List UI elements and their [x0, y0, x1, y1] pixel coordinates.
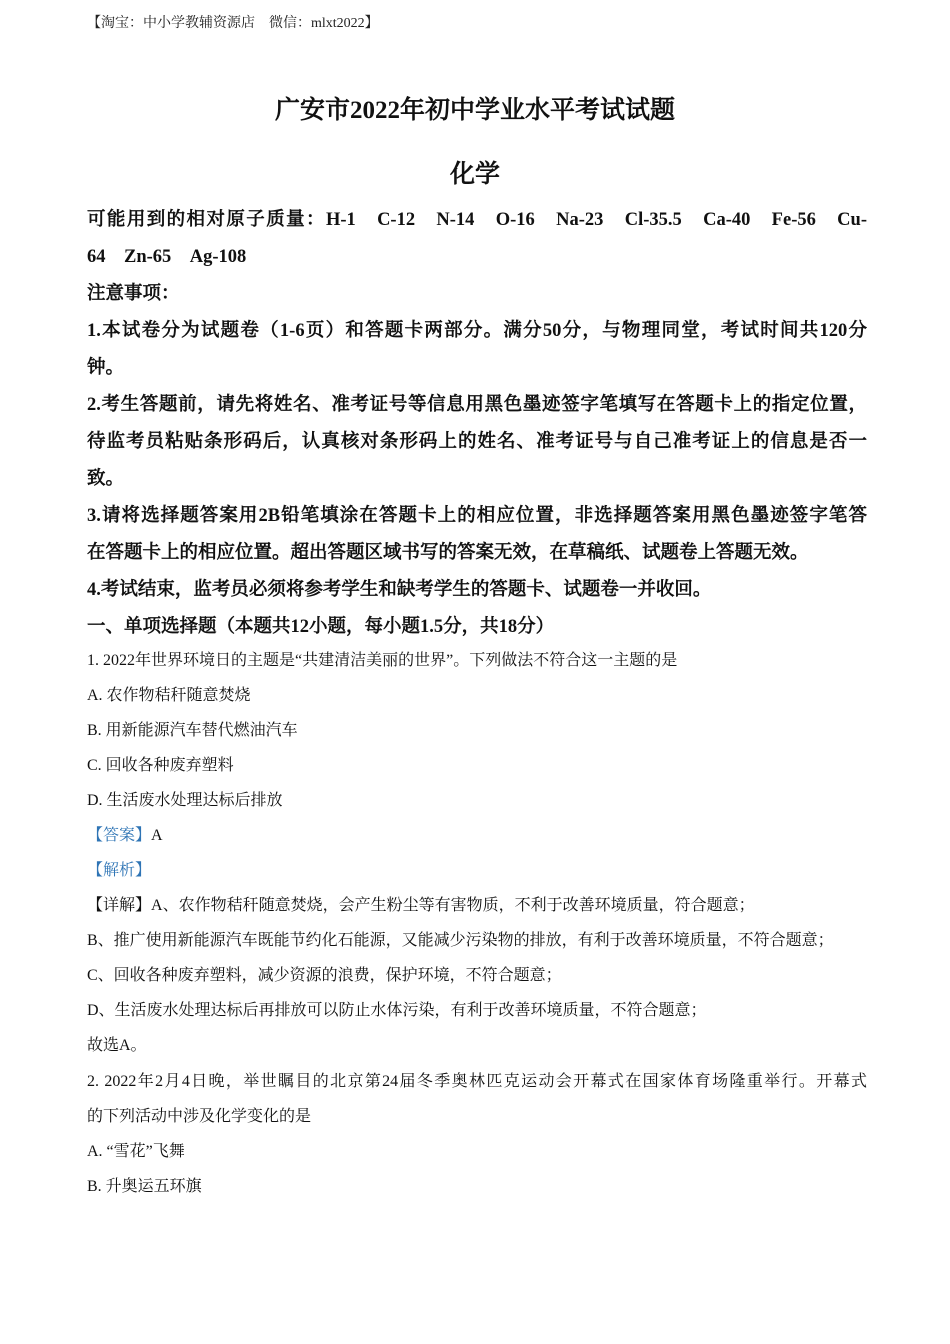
note-line: 4.考试结束，监考员必须将参考学生和缺考学生的答题卡、试题卷一并收回。: [87, 580, 712, 600]
note-line: 1.本试卷分为试题卷（1-6页）和答题卡两部分。满分50分，与物理同堂，考试时间共120分: [87, 321, 867, 341]
question-stem-line-2: 的下列活动中涉及化学变化的是: [87, 1108, 312, 1125]
answer-label: 【答案】: [87, 827, 152, 844]
note-line: 在答题卡上的相应位置。超出答题区域书写的答案无效，在草稿纸、试题卷上答题无效。: [87, 543, 809, 563]
detail-line: C、回收各种废弃塑料，减少资源的浪费，保护环境，不符合题意；: [87, 967, 562, 984]
section-heading: 一、单项选择题（本题共12小题，每小题1.5分，共18分）: [87, 617, 555, 637]
exam-title: 广安市2022年初中学业水平考试试题: [274, 97, 675, 124]
note-line: 3.请将选择题答案用2B铅笔填涂在答题卡上的相应位置，非选择题答案用黑色墨迹签字笔答: [87, 506, 867, 526]
answer-value: A: [151, 827, 163, 844]
notes-heading: 注意事项：: [87, 284, 180, 304]
detail-line: [87, 888, 867, 923]
atomic-mass-line-2: 64 Zn-65 Ag-108: [87, 247, 247, 267]
detail-text: A、农作物秸秆随意焚烧，会产生粉尘等有害物质，不利于改善环境质量，符合题意；: [151, 897, 755, 914]
option-a: A. “雪花”飞舞: [87, 1143, 185, 1160]
analysis-label: 【解析】: [87, 862, 152, 879]
question-1: [87, 643, 867, 1063]
detail-line: B、推广使用新能源汽车既能节约化石能源，又能减少污染物的排放，有利于改善环境质量，不符合题意；: [87, 932, 834, 949]
note-line: 待监考员粘贴条形码后，认真核对条形码上的姓名、准考证号与自己准考证上的信息是否一: [87, 432, 867, 452]
option-b: B. 升奥运五环旗: [87, 1178, 202, 1195]
detail-label: 【详解】: [87, 897, 152, 914]
option-c: C. 回收各种废弃塑料: [87, 757, 234, 774]
question-2: [87, 1064, 867, 1204]
header-note: 【淘宝：中小学教辅资源店 微信：mlxt2022】: [87, 16, 379, 31]
option-a: A. 农作物秸秆随意焚烧: [87, 687, 251, 704]
detail-line: D、生活废水处理达标后再排放可以防止水体污染，有利于改善环境质量，不符合题意；: [87, 1002, 707, 1019]
instructions-block: [87, 202, 867, 646]
conclusion-line: 故选A。: [87, 1037, 147, 1054]
option-b: B. 用新能源汽车替代燃油汽车: [87, 722, 298, 739]
note-line: 钟。: [87, 358, 125, 378]
question-stem-line-1: 2. 2022年2月4日晚，举世瞩目的北京第24届冬季奥林匹克运动会开幕式在国家体育场隆重举行。开幕式: [87, 1073, 867, 1090]
option-d: D. 生活废水处理达标后排放: [87, 792, 283, 809]
atomic-mass-line-1: 可能用到的相对原子质量：H-1 C-12 N-14 O-16 Na-23 Cl-35.5 Ca-40 Fe-56 Cu-: [87, 210, 867, 230]
subject-title: 化学: [449, 161, 500, 188]
note-line: 致。: [87, 469, 125, 489]
answer-line: [87, 818, 867, 853]
question-stem: 1. 2022年世界环境日的主题是“共建清洁美丽的世界”。下列做法不符合这一主题的是: [87, 652, 678, 669]
note-line: 2.考生答题前，请先将姓名、准考证号等信息用黑色墨迹签字笔填写在答题卡上的指定位置，: [87, 395, 867, 415]
